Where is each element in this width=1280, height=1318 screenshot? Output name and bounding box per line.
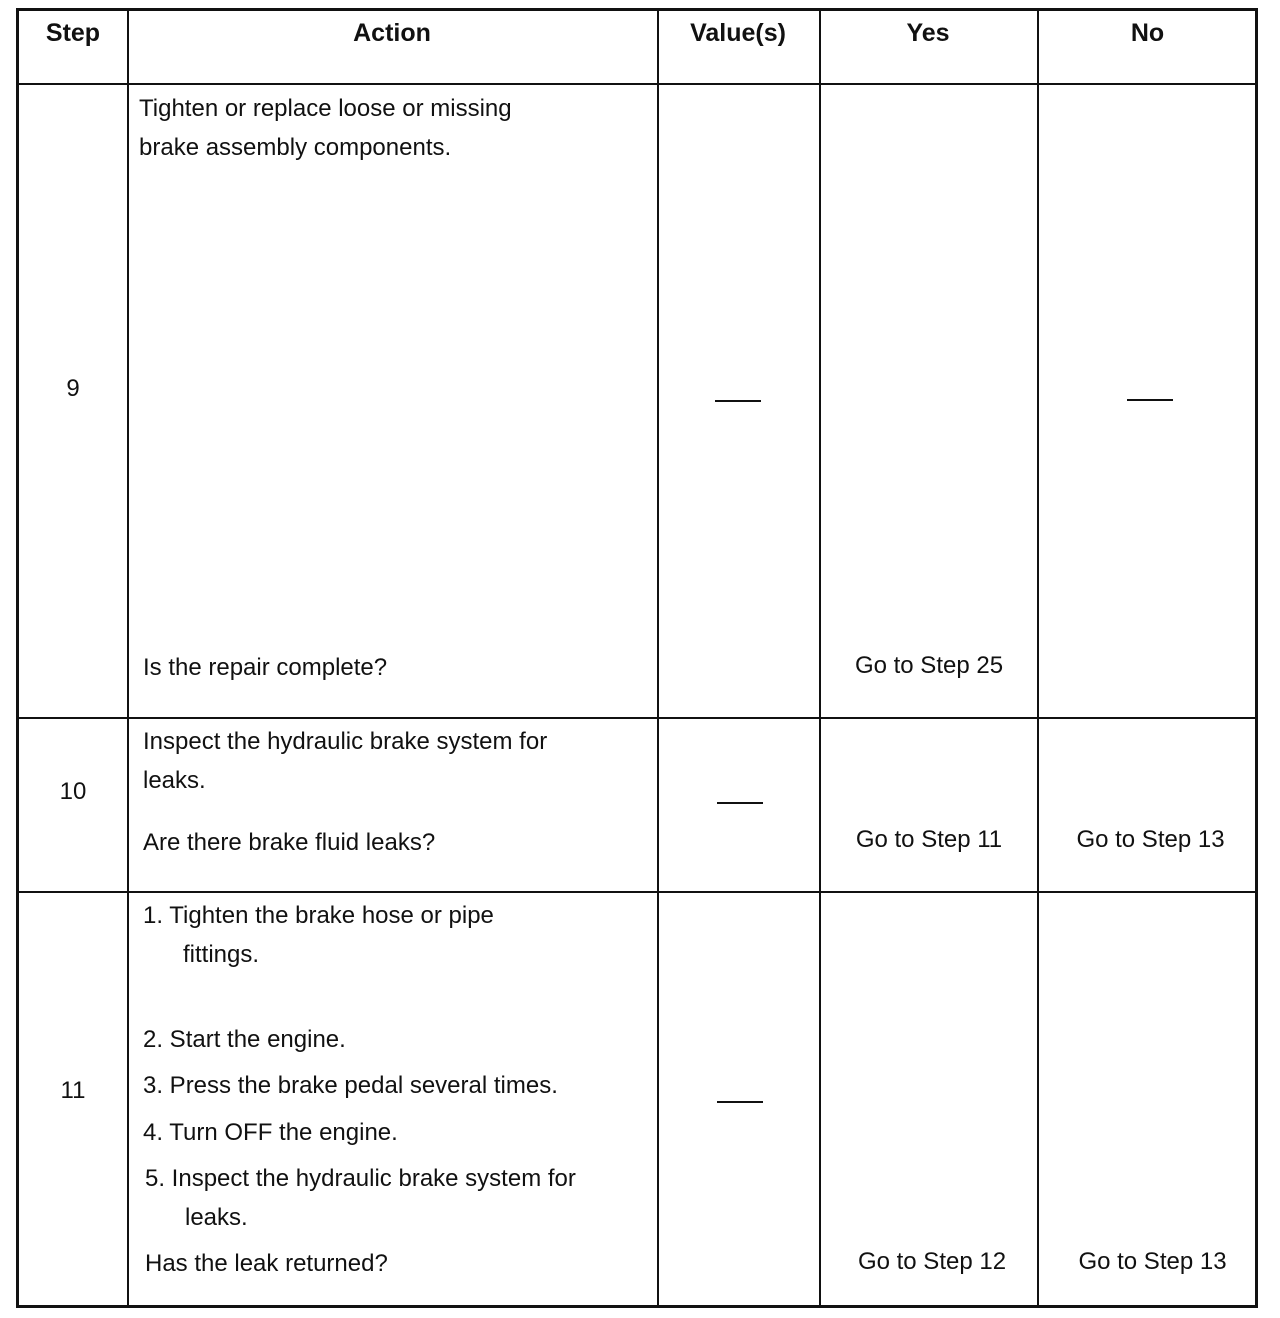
value-none-dash (717, 1101, 763, 1103)
header-values: Value(s) (690, 19, 786, 47)
no-result: Go to Step 13 (1076, 826, 1225, 853)
action-line: 3. Press the brake pedal several times. (143, 1072, 558, 1099)
header-step: Step (45, 19, 101, 47)
step-number: 11 (60, 1077, 86, 1104)
action-line: 4. Turn OFF the engine. (143, 1119, 398, 1146)
action-line: leaks. (185, 1204, 248, 1231)
action-line: 1. Tighten the brake hose or pipe (143, 902, 494, 929)
value-none-dash (717, 802, 763, 804)
action-line: fittings. (183, 941, 260, 968)
yes-result: Go to Step 11 (855, 826, 1003, 853)
action-line: Tighten or replace loose or missing (139, 95, 512, 122)
header-action: Action (353, 19, 431, 47)
column-divider (657, 11, 659, 1305)
header-yes: Yes (906, 19, 950, 47)
row-divider (19, 83, 1255, 85)
row-divider (19, 717, 1255, 719)
action-line: brake assembly components. (139, 134, 452, 161)
yes-result: Go to Step 12 (857, 1248, 1007, 1275)
step-number: 9 (66, 375, 80, 402)
column-divider (127, 11, 129, 1305)
action-line: 5. Inspect the hydraulic brake system for (145, 1165, 576, 1192)
no-result: Go to Step 13 (1078, 1248, 1227, 1275)
action-line: 2. Start the engine. (143, 1026, 346, 1053)
value-none-dash (715, 400, 761, 402)
action-question: Has the leak returned? (145, 1250, 388, 1277)
action-line: Inspect the hydraulic brake system for (143, 728, 548, 755)
action-question: Is the repair complete? (143, 654, 388, 681)
action-line: leaks. (143, 767, 206, 794)
step-number: 10 (59, 778, 87, 805)
row-divider (19, 891, 1255, 893)
no-none-dash (1127, 399, 1173, 401)
action-question: Are there brake fluid leaks? (143, 829, 436, 856)
yes-result: Go to Step 25 (854, 652, 1004, 679)
header-no: No (1130, 19, 1165, 47)
diagnostic-table (16, 8, 1258, 1308)
